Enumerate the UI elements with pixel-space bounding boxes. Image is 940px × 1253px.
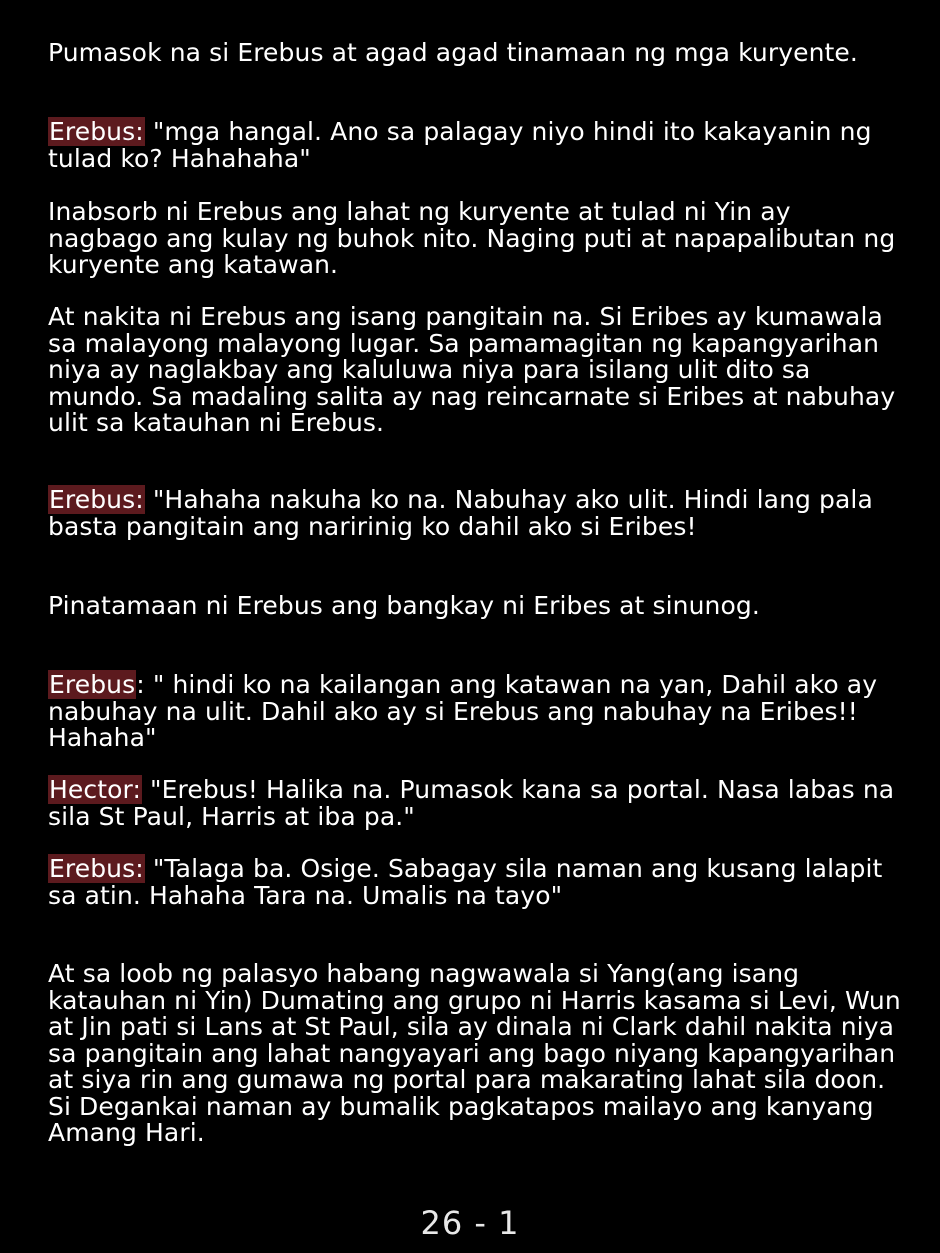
paragraph-text: Pinatamaan ni Erebus ang bangkay ni Eribes at sinunog. xyxy=(48,591,760,620)
paragraph-text: At sa loob ng palasyo habang nagwawala si Yang(ang isang katauhan ni Yin) Dumating ang grupo ni Harris kasama si Levi, Wun at Jin pati si Lans at St Paul, sila ay dinala ni Clark dahil nakita niya sa pangitain ang lahat nangyayari ang bago niyang kapangyarihan at siya rin ang gumawa ng portal para makarating lahat sila doon. Si Degankai naman ay bumalik pagkatapos mailayo ang kanyang Amang Hari. xyxy=(48,959,901,1147)
dialogue-line xyxy=(48,856,908,909)
paragraph-text: Inabsorb ni Erebus ang lahat ng kuryente at tulad ni Yin ay nagbago ang kulay ng buhok nito. Naging puti at napapalibutan ng kuryente ang katawan. xyxy=(48,197,896,279)
dialogue-text: "Hahaha nakuha ko na. Nabuhay ako ulit. Hindi lang pala basta pangitain ang naririnig ko dahil ako si Eribes! xyxy=(48,485,873,541)
paragraph xyxy=(48,304,908,437)
dialogue-line xyxy=(48,672,908,752)
dialogue-line xyxy=(48,487,908,540)
paragraph xyxy=(48,593,760,620)
paragraph-text: At nakita ni Erebus ang isang pangitain na. Si Eribes ay kumawala sa malayong malayong lugar. Sa pamamagitan ng kapangyarihan niya ay naglakbay ang kaluluwa niya para isilang ulit dito sa mundo. Sa madaling salita ay nag reincarnate si Eribes at nabuhay ulit sa katauhan ni Erebus. xyxy=(48,302,896,437)
paragraph-text: Pumasok na si Erebus at agad agad tinamaan ng mga kuryente. xyxy=(48,38,858,67)
dialogue-text: : " hindi ko na kailangan ang katawan na yan, Dahil ako ay nabuhay na ulit. Dahil ako ay si Erebus ang nabuhay na Eribes!! Hahaha" xyxy=(48,670,878,752)
speaker-label: Erebus: xyxy=(49,117,144,146)
paragraph xyxy=(48,40,858,67)
speaker-label: Erebus: xyxy=(49,854,144,883)
dialogue-line xyxy=(48,119,908,172)
dialogue-line xyxy=(48,777,908,830)
dialogue-text: "Erebus! Halika na. Pumasok kana sa portal. Nasa labas na sila St Paul, Harris at iba pa." xyxy=(48,775,895,831)
speaker-label: Erebus xyxy=(49,670,136,699)
speaker-label: Hector: xyxy=(49,775,141,804)
dialogue-text: "Talaga ba. Osige. Sabagay sila naman ang kusang lalapit sa atin. Hahaha Tara na. Umalis na tayo" xyxy=(48,854,883,910)
paragraph xyxy=(48,199,908,279)
page-number: 26 - 1 xyxy=(420,1204,520,1242)
paragraph xyxy=(48,961,908,1147)
dialogue-text: "mga hangal. Ano sa palagay niyo hindi ito kakayanin ng tulad ko? Hahahaha" xyxy=(48,117,872,173)
speaker-label: Erebus: xyxy=(49,485,144,514)
